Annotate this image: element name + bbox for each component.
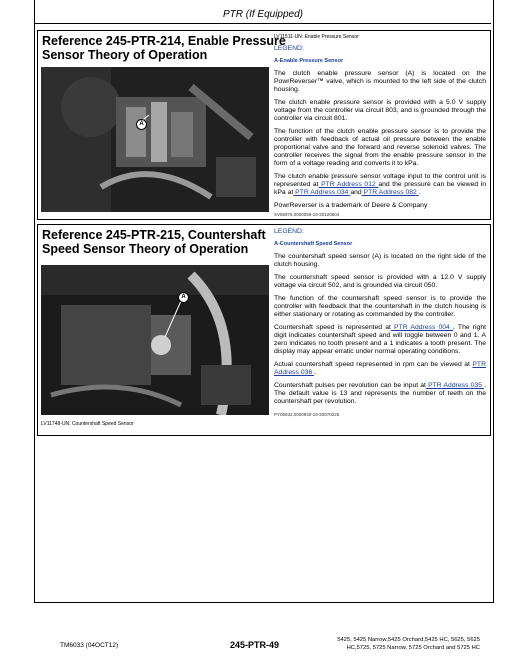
trademark-note: PowrReverser is a trademark of Deere & Company (274, 202, 428, 209)
ptr-address-004-link[interactable]: PTR Address 004 (390, 324, 453, 331)
section-title (42, 34, 286, 62)
legend-label: LEGEND: (274, 45, 304, 52)
title-line-1: Reference 245-PTR-214, Enable Pressure (42, 34, 286, 48)
document-id: SV56976,0000056-19-20120604 (274, 212, 340, 217)
paragraph: The clutch enable pressure sensor is provided with a 5.0 V supply voltage from the controller via circuit 803, and is grounded through the controller via circuit 801. (274, 99, 486, 122)
section-enable-pressure-sensor (37, 30, 491, 220)
paragraph (274, 382, 486, 406)
paragraph (274, 361, 486, 377)
text: Countershaft pulses per revolution can be input at (274, 382, 426, 389)
paragraph (274, 173, 486, 197)
paragraph: The function of the clutch enable pressure sensor is to provide the controller with feedback of actual oil pressure between the enable proportional valve and the forward and reverse solenoid valves. The controller receives the signal from the enable pressure sensor in the form of a voltage reading and converts it to kPa. (274, 128, 486, 167)
text: and the pressure can be viewed in kPa at (274, 181, 487, 196)
legend-label: LEGEND: (274, 228, 304, 235)
footer-manual-id: TM6033 (04OCT12) (60, 642, 119, 649)
ptr-address-012-link[interactable]: PTR Address 012 (318, 181, 379, 188)
text: Countershaft speed is represented at (274, 324, 391, 331)
footer-page-number: 245-PTR-49 (230, 640, 280, 650)
title-line-1: Reference 245-PTR-215, Countershaft (42, 228, 266, 242)
text: The clutch enable pressure sensor voltage input to the control unit is represented at (274, 173, 486, 188)
footer-models-line-1: 5425, 5425 Narrow,5425 Orchard,5425 HC, 5625, 5625 (337, 637, 480, 643)
image-reference: LV11511-UN: Enable Pressure Sensor (274, 34, 359, 40)
ptr-address-035-link[interactable]: PTR Address 035 (425, 382, 485, 389)
image-caption: LV11748-UN: Countershaft Speed Sensor (41, 421, 134, 427)
countershaft-speed-sensor-photo (41, 265, 269, 415)
text: . The right digit indicates countershaft speed and will toggle between 0 and 1. A zero indicates no tooth present and a 1 indicates a tooth present. The display may appear erratic under normal operating conditions. (274, 324, 487, 355)
ptr-address-082-link[interactable]: PTR Address 082 (361, 189, 419, 196)
enable-pressure-sensor-photo (41, 67, 269, 212)
title-line-2: Sensor Theory of Operation (42, 48, 208, 62)
section-text (274, 228, 486, 424)
engine-photo-graphic (41, 67, 269, 212)
ptr-address-036-link[interactable]: PTR Address 036 (274, 361, 486, 376)
legend-item: A-Countershaft Speed Sensor (274, 241, 353, 247)
ptr-address-034-link[interactable]: PTR Address 034 (293, 189, 351, 196)
footer-models (300, 637, 480, 652)
section-countershaft-speed-sensor (37, 224, 491, 436)
paragraph: The clutch enable pressure sensor (A) is located on the PowrReverser™ valve, which is mounted to the left side of the clutch housing. (274, 70, 486, 93)
title-line-2: Speed Sensor Theory of Operation (42, 242, 249, 256)
engine-photo-graphic (41, 265, 269, 415)
callout-a: A (178, 292, 189, 303)
callout-a: A (136, 119, 147, 130)
text: and (350, 189, 362, 196)
header-divider (35, 23, 491, 24)
section-text (274, 34, 486, 224)
text: . (418, 189, 421, 196)
paragraph: The countershaft speed sensor is provided with a 12.0 V supply voltage via circuit 502, and is grounded via circuit 050. (274, 274, 486, 289)
text: Actual countershaft speed represented in rpm can be viewed at (274, 361, 470, 368)
paragraph: The function of the countershaft speed sensor is to provide the controller with feedback that the countershaft in the clutch housing is either stationary or rotating as commanded by the controller. (274, 295, 486, 318)
legend-item: A-Enable Pressure Sensor (274, 58, 344, 64)
page-header: PTR (If Equipped) (222, 9, 304, 20)
paragraph: The countershaft speed sensor (A) is located on the right side of the clutch housing. (274, 253, 486, 268)
section-title (42, 228, 270, 256)
text: . (314, 369, 316, 376)
document-id: PY06932,0000930-19-20070228 (274, 412, 340, 417)
footer-models-line-2: HC,5725, 5725 Narrow, 5725 Orchard and 5725 HC (346, 644, 480, 651)
paragraph (274, 324, 486, 356)
text: . The default value is 13 and represents the number of teeth on the countershaft per revolution. (274, 382, 486, 405)
